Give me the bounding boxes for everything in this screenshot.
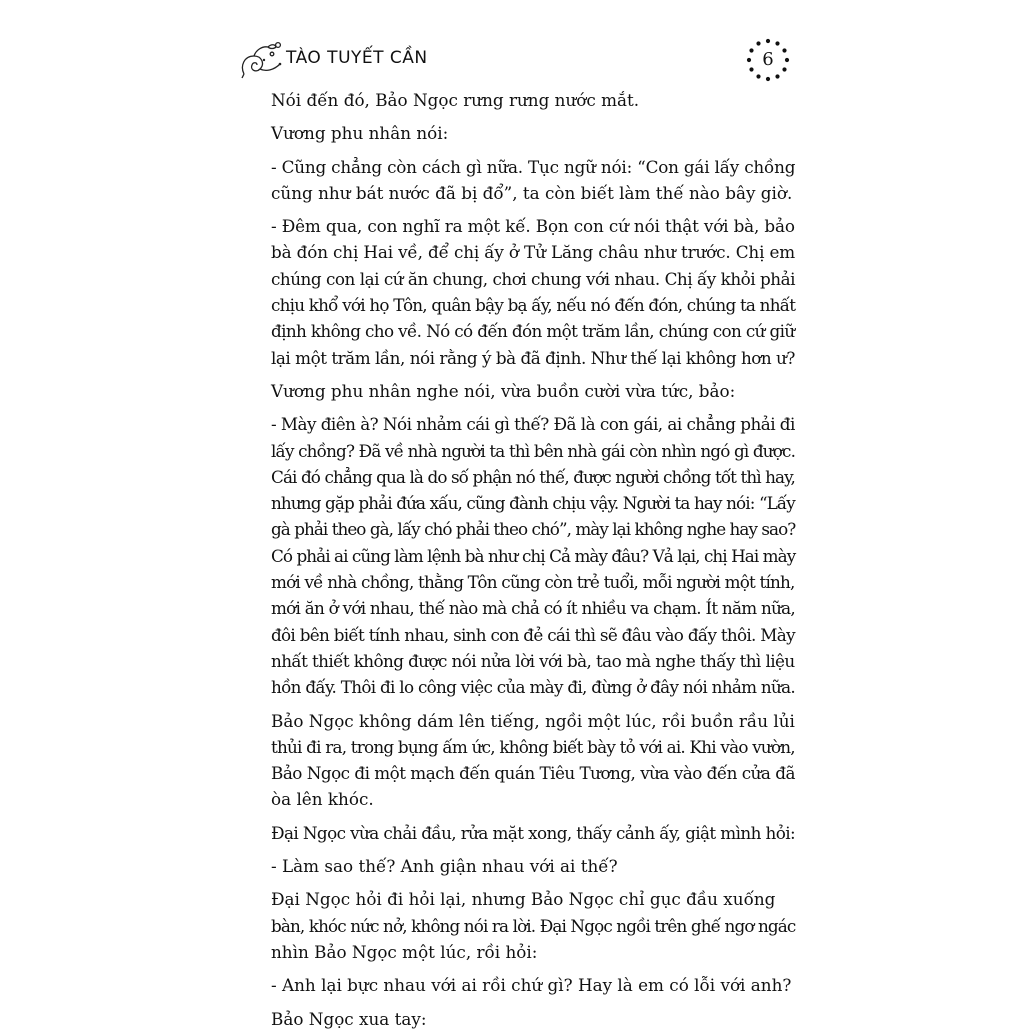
paragraph-gap	[271, 879, 795, 886]
text-line: - Mày điên à? Nói nhảm cái gì thế? Đã là con gái, ai chẳng phải đi	[271, 414, 795, 435]
running-header	[238, 40, 798, 84]
text-line: thủi đi ra, trong bụng ấm ức, không biết bày tỏ với ai. Khi vào vườn,	[271, 736, 795, 757]
text-line: bàn, khóc nức nở, không nói ra lời. Đại Ngọc ngồi trên ghế ngơ ngác	[271, 915, 796, 936]
paragraph	[271, 972, 795, 998]
paragraph-gap	[271, 206, 795, 213]
paragraph	[271, 411, 795, 700]
text-line: mới ăn ở với nhau, thế nào mà chả có ít nhiều va chạm. Ít năm nữa,	[271, 598, 796, 619]
paragraph-gap	[271, 371, 795, 378]
text-line: gà phải theo gà, lấy chó phải theo chó”, mày lại không nghe hay sao?	[271, 519, 796, 540]
paragraph	[271, 213, 795, 371]
text-line: mới về nhà chồng, thằng Tôn cũng còn trẻ tuổi, mỗi người một tính,	[271, 572, 795, 593]
book-author-title: TÀO TUYẾT CẦN	[286, 48, 428, 68]
page-number-badge	[746, 38, 790, 82]
paragraph-gap	[271, 999, 795, 1006]
text-line: hồn đấy. Thôi đi lo công việc của mày đi, đừng ở đây nói nhảm nữa.	[271, 677, 796, 698]
text-line: - Làm sao thế? Anh giận nhau với ai thế?	[271, 856, 618, 877]
body-text	[271, 87, 795, 1032]
paragraph-gap	[271, 147, 795, 154]
paragraph	[271, 1006, 795, 1032]
text-line: Cái đó chẳng qua là do số phận nó thế, được người chồng tốt thì hay,	[271, 466, 795, 487]
text-line: Vương phu nhân nói:	[271, 123, 449, 144]
text-line: Bảo Ngọc xua tay:	[271, 1008, 427, 1029]
text-line: Đại Ngọc vừa chải đầu, rửa mặt xong, thấy cảnh ấy, giật mình hỏi:	[271, 822, 796, 843]
paragraph-gap	[271, 404, 795, 411]
paragraph	[271, 87, 795, 113]
text-line: bà đón chị Hai về, để chị ấy ở Tử Lăng châu như trước. Chị em	[271, 242, 796, 263]
floral-ornament-icon	[238, 40, 286, 80]
paragraph-gap	[271, 846, 795, 853]
paragraph	[271, 820, 795, 846]
text-line: đôi bên biết tính nhau, sinh con đẻ cái thì sẽ đâu vào đấy thôi. Mày	[271, 624, 795, 645]
paragraph	[271, 378, 795, 404]
text-line: chúng con lại cứ ăn chung, chơi chung với nhau. Chị ấy khỏi phải	[271, 268, 795, 289]
text-line: nhất thiết không được nói nửa lời với bà, tao mà nghe thấy thì liệu	[271, 650, 795, 671]
text-line: - Anh lại bực nhau với ai rồi chứ gì? Hay là em có lỗi với anh?	[271, 975, 792, 996]
paragraph-gap	[271, 813, 795, 820]
text-line: Bảo Ngọc đi một mạch đến quán Tiêu Tương, vừa vào đến cửa đã	[271, 763, 795, 784]
paragraph	[271, 154, 795, 207]
paragraph-gap	[271, 113, 795, 120]
page-number: 6	[762, 49, 774, 70]
text-line: Vương phu nhân nghe nói, vừa buồn cười vừa tức, bảo:	[271, 380, 736, 401]
text-line: - Cũng chẳng còn cách gì nữa. Tục ngữ nói: “Con gái lấy chồng	[271, 156, 796, 177]
paragraph	[271, 886, 795, 965]
paragraph-gap	[271, 965, 795, 972]
text-line: định không cho về. Nó có đến đón một trăm lần, chúng con cứ giữ	[271, 321, 795, 342]
text-line: nhưng gặp phải đứa xấu, cũng đành chịu vậy. Người ta hay nói: “Lấy	[271, 493, 795, 514]
text-line: Đại Ngọc hỏi đi hỏi lại, nhưng Bảo Ngọc chỉ gục đầu xuống	[271, 889, 776, 910]
paragraph	[271, 120, 795, 146]
text-line: Bảo Ngọc không dám lên tiếng, ngồi một lúc, rồi buồn rầu lủi	[271, 710, 795, 731]
text-line: lại một trăm lần, nói rằng ý bà đã định. Như thế lại không hơn ư?	[271, 347, 795, 368]
paragraph-gap	[271, 701, 795, 708]
text-line: Nói đến đó, Bảo Ngọc rưng rưng nước mắt.	[271, 90, 640, 110]
paragraph	[271, 708, 795, 813]
text-line: Có phải ai cũng làm lệnh bà như chị Cả mày đâu? Vả lại, chị Hai mày	[271, 545, 796, 566]
paragraph	[271, 853, 795, 879]
text-line: nhìn Bảo Ngọc một lúc, rồi hỏi:	[271, 941, 538, 962]
text-line: lấy chồng? Đã về nhà người ta thì bên nhà gái còn nhìn ngó gì được.	[271, 440, 796, 461]
text-line: chịu khổ với họ Tôn, quân bậy bạ ấy, nếu nó đến đón, chúng ta nhất	[271, 295, 796, 316]
text-line: cũng như bát nước đã bị đổ”, ta còn biết làm thế nào bây giờ.	[271, 182, 793, 203]
text-line: - Đêm qua, con nghĩ ra một kế. Bọn con cứ nói thật với bà, bảo	[271, 216, 795, 237]
text-line: òa lên khóc.	[271, 789, 374, 810]
